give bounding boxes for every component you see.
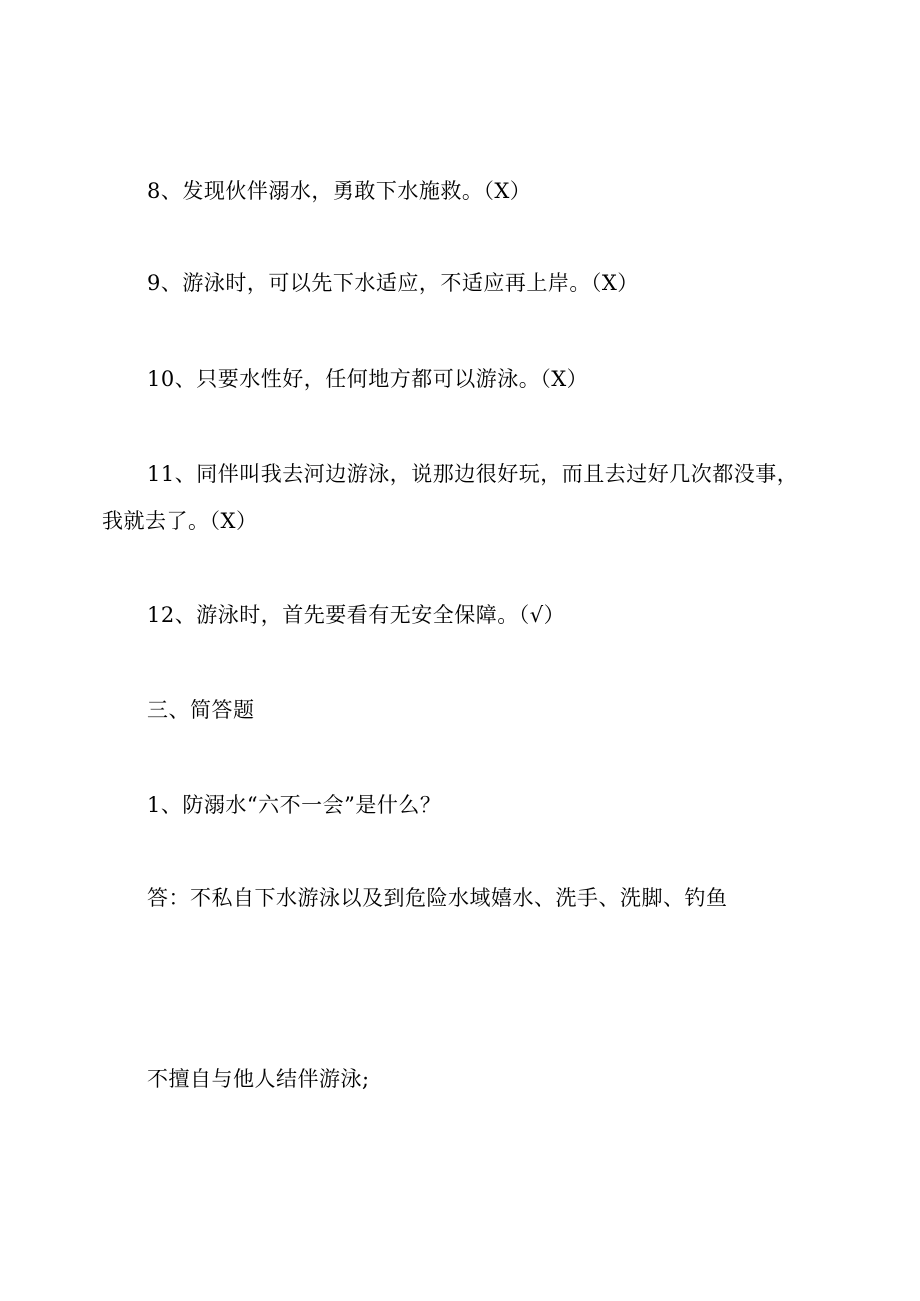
true-false-item-8: 8、发现伙伴溺水，勇敢下水施救。（X） [147,179,532,203]
true-false-item-11: 11、同伴叫我去河边游泳，说那边很好玩，而且去过好几次都没事， [147,462,799,486]
answer-line-2: 不擅自与他人结伴游泳; [147,1067,370,1091]
question-1: 1、防溺水“六不一会”是什么？ [147,793,442,817]
true-false-item-11-continuation: 我就去了。（X） [102,509,258,533]
section-heading: 三、简答题 [147,698,255,722]
true-false-item-10: 10、只要水性好，任何地方都可以游泳。（X） [147,367,589,391]
true-false-item-9: 9、游泳时，可以先下水适应，不适应再上岸。（X） [147,271,639,295]
true-false-item-12: 12、游泳时，首先要看有无安全保障。（√） [147,603,566,627]
answer-line-1: 答：不私自下水游泳以及到危险水域嬉水、洗手、洗脚、钓鱼 [147,886,728,910]
